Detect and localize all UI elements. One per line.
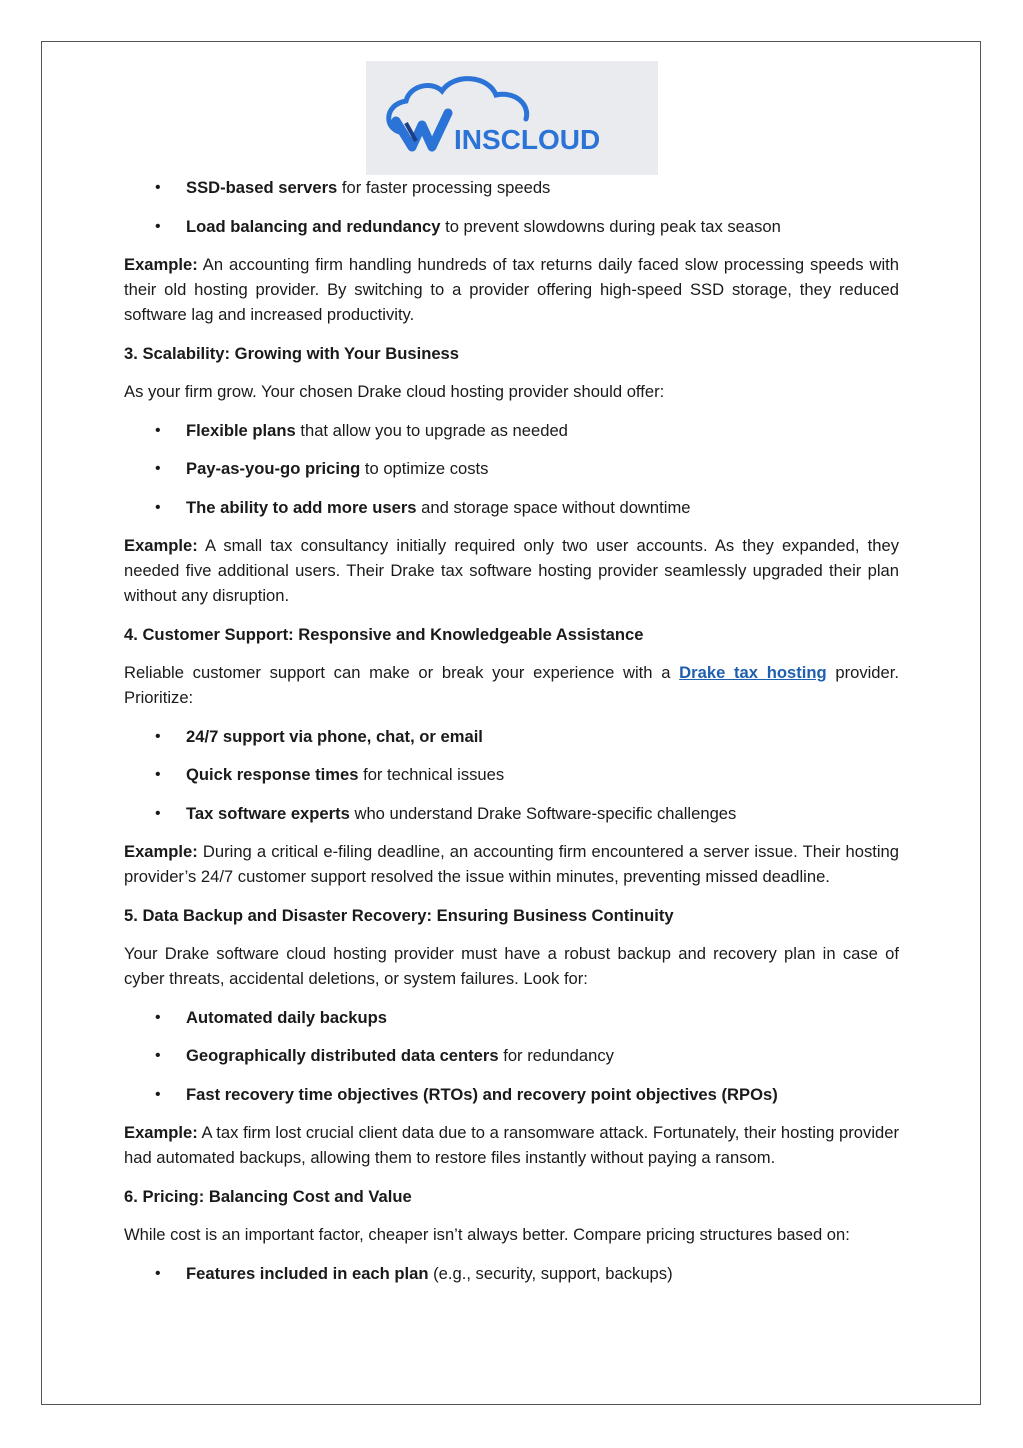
- cloud-logo-icon: [366, 61, 658, 175]
- list-item: [124, 1261, 899, 1286]
- list-item: [124, 456, 899, 481]
- example-paragraph: [124, 1120, 899, 1170]
- example-text: A small tax consultancy initially required only two user accounts. As they expanded, they needed five additional users. Their Drake tax software hosting provider seamlessly upgraded their plan without any disruption.: [124, 536, 899, 605]
- intro-text: Reliable customer support can make or break your experience with a: [124, 663, 680, 682]
- section-heading: 3. Scalability: Growing with Your Business: [124, 343, 460, 363]
- bullet-text: who understand Drake Software-specific challenges: [349, 803, 737, 823]
- intro-text-end: provider. Prioritize:: [124, 663, 899, 707]
- list-item: [124, 214, 899, 239]
- bullet-bold: Pay-as-you-go pricing: [186, 459, 361, 478]
- section-heading: 5. Data Backup and Disaster Recovery: Ensuring Business Continuity: [124, 905, 674, 925]
- list-item: [124, 724, 899, 749]
- bullet-text: for faster processing speeds: [337, 178, 551, 197]
- example-paragraph: [124, 533, 899, 608]
- bullet-bold: SSD-based servers: [186, 178, 338, 197]
- winscloud-logo: [366, 61, 658, 175]
- bullet-bold: Geographically distributed data centers: [186, 1046, 499, 1065]
- bullet-bold: Tax software experts: [186, 803, 350, 823]
- example-label: Example:: [124, 1123, 198, 1142]
- bullet-text: (e.g., security, support, backups): [428, 1263, 673, 1283]
- list-item: [124, 1043, 899, 1068]
- drake-tax-hosting-link[interactable]: Drake tax hosting: [679, 663, 827, 682]
- example-paragraph: [124, 839, 899, 889]
- bullet-text: and storage space without downtime: [416, 497, 691, 517]
- bullet-bold: 24/7 support via phone, chat, or email: [186, 726, 483, 746]
- document-body: [124, 175, 899, 1299]
- list-item: [124, 1005, 899, 1030]
- list-item: [124, 418, 899, 443]
- bullet-bold: Fast recovery time objectives (RTOs) and recovery point objectives (RPOs): [186, 1084, 778, 1104]
- section-intro: While cost is an important factor, cheaper isn’t always better. Compare pricing structures based on:: [124, 1225, 850, 1244]
- bullet-bold: Load balancing and redundancy: [186, 216, 441, 236]
- section-intro: As your firm grow. Your chosen Drake cloud hosting provider should offer:: [124, 382, 665, 401]
- example-label: Example:: [124, 536, 198, 555]
- bullet-text: to optimize costs: [360, 459, 489, 478]
- example-label: Example:: [124, 255, 198, 274]
- list-item: [124, 801, 899, 826]
- bullet-text: for technical issues: [358, 765, 505, 784]
- example-paragraph: [124, 252, 899, 327]
- list-item: [124, 175, 899, 200]
- bullet-text: to prevent slowdowns during peak tax season: [440, 216, 781, 236]
- list-item: [124, 495, 899, 520]
- bullet-bold: The ability to add more users: [186, 497, 417, 517]
- bullet-text: that allow you to upgrade as needed: [295, 420, 568, 440]
- bullet-bold: Flexible plans: [186, 420, 296, 440]
- example-text: During a critical e-filing deadline, an accounting firm encountered a server issue. Their hosting provider’s 24/7 customer support resolved the issue within minutes, preventing missed deadline.: [124, 842, 899, 886]
- section-heading: 4. Customer Support: Responsive and Knowledgeable Assistance: [124, 624, 644, 644]
- section-heading: 6. Pricing: Balancing Cost and Value: [124, 1186, 412, 1206]
- bullet-text: for redundancy: [498, 1046, 614, 1065]
- bullet-bold: Features included in each plan: [186, 1263, 429, 1283]
- example-label: Example:: [124, 842, 198, 861]
- section-intro: [124, 660, 899, 710]
- list-item: [124, 1082, 899, 1107]
- example-text: An accounting firm handling hundreds of tax returns daily faced slow processing speeds with their old hosting provider. By switching to a provider offering high-speed SSD storage, they reduced software lag and increased productivity.: [124, 255, 899, 324]
- bullet-bold: Quick response times: [186, 765, 359, 784]
- example-text: A tax firm lost crucial client data due to a ransomware attack. Fortunately, their hosting provider had automated backups, allowing them to restore files instantly without paying a ransom.: [124, 1123, 899, 1167]
- section-intro: Your Drake software cloud hosting provider must have a robust backup and recovery plan in case of cyber threats, accidental deletions, or system failures. Look for:: [124, 944, 899, 988]
- list-item: [124, 762, 899, 787]
- bullet-bold: Automated daily backups: [186, 1007, 388, 1027]
- logo-wordmark: INSCLOUD: [454, 124, 601, 155]
